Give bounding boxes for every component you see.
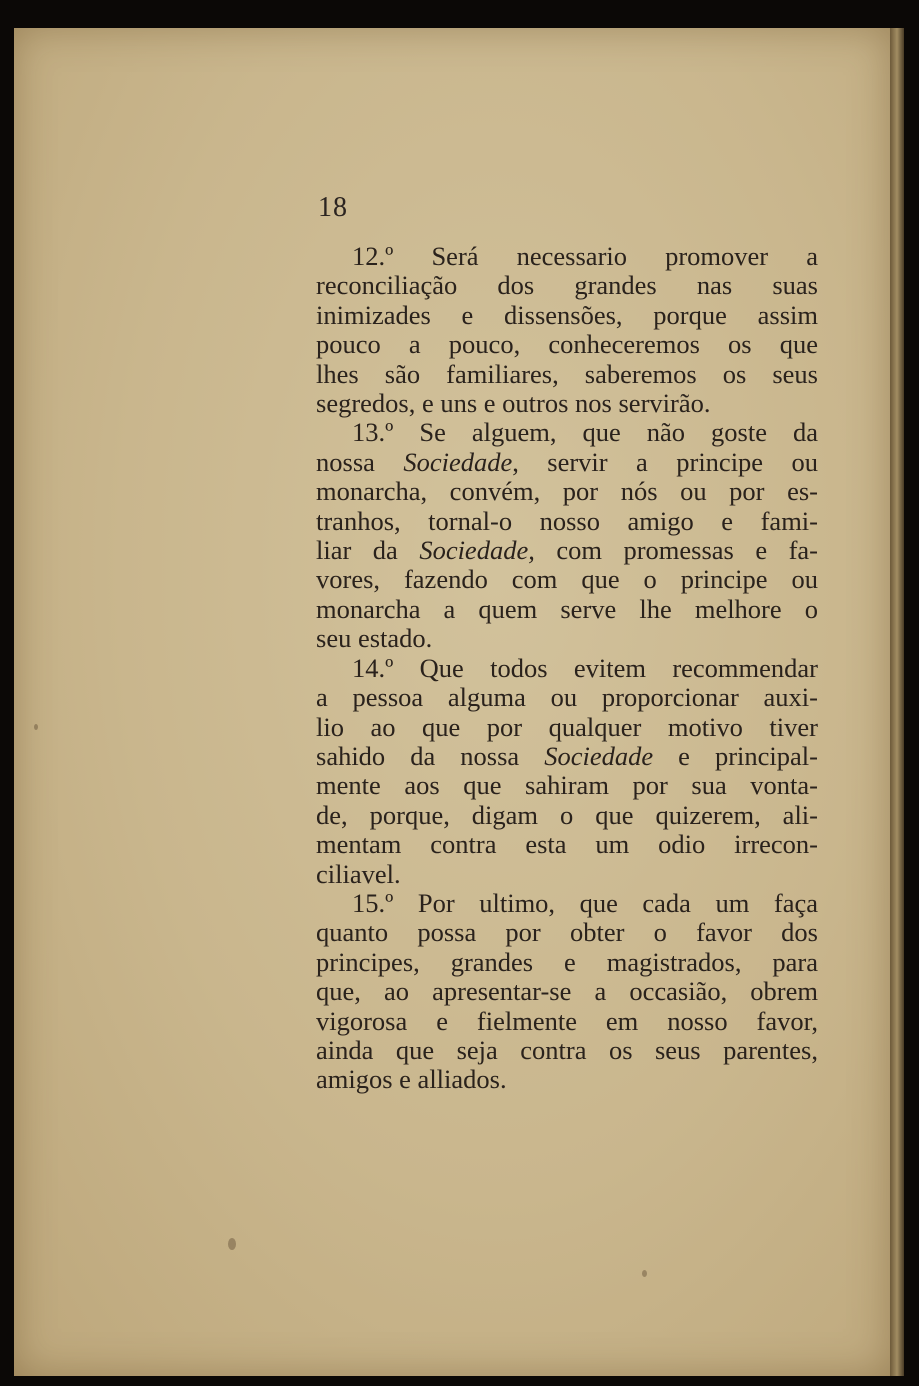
text-line: mentam contra esta um odio irrecon- — [316, 829, 818, 860]
text-line: seu estado. — [316, 623, 433, 654]
paragraph — [316, 889, 818, 1095]
paragraph — [316, 418, 818, 653]
text-line: ciliavel. — [316, 858, 401, 889]
text-line: 13.º Se alguem, que não goste da — [352, 417, 818, 448]
text-line: vigorosa e fielmente em nosso favor, — [316, 1005, 818, 1036]
paper-stain — [228, 1238, 236, 1250]
italic-term: Sociedade — [544, 740, 654, 771]
italic-term: Sociedade, — [419, 535, 535, 566]
book-spine-edge — [890, 28, 904, 1376]
text-line: 14.º Que todos evitem recommendar — [352, 652, 818, 683]
text-line: 12.º Será necessario promover a — [352, 241, 818, 271]
body-text — [316, 242, 818, 1095]
text-line: de, porque, digam o que quizerem, ali- — [316, 799, 818, 830]
text-line: a pessoa alguma ou proporcionar auxi- — [316, 682, 818, 713]
text-line: monarcha a quem serve lhe melhore o — [316, 593, 818, 624]
text-line: reconciliação dos grandes nas suas — [316, 270, 818, 301]
paragraph — [316, 654, 818, 889]
text-line: vores, fazendo com que o principe ou — [316, 564, 818, 595]
text-line: 15.º Por ultimo, que cada um faça — [352, 887, 818, 918]
page-number: 18 — [318, 192, 348, 223]
text-line: tranhos, tornal-o nosso amigo e fami- — [316, 505, 818, 536]
text-line: amigos e alliados. — [316, 1064, 507, 1095]
text-line: nossa Sociedade, servir a principe ou — [316, 446, 818, 477]
text-line: liar da Sociedade, com promessas e fa- — [316, 535, 818, 566]
paper-stain — [642, 1270, 647, 1277]
text-line: inimizades e dissensões, porque assim — [316, 299, 818, 330]
text-line: segredos, e uns e outros nos servirão. — [316, 388, 711, 419]
text-line: sahido da nossa Sociedade e principal- — [316, 740, 818, 771]
text-line: pouco a pouco, conheceremos os que — [316, 329, 818, 360]
text-line: lhes são familiares, saberemos os seus — [316, 358, 818, 389]
paragraph — [316, 242, 818, 418]
text-line: lio ao que por qualquer motivo tiver — [316, 711, 818, 742]
paper-stain — [34, 724, 38, 730]
text-line: monarcha, convém, por nós ou por es- — [316, 476, 818, 507]
text-line: que, ao apresentar-se a occasião, obrem — [316, 976, 818, 1007]
text-line: quanto possa por obter o favor dos — [316, 917, 818, 948]
italic-term: Sociedade — [403, 446, 513, 477]
text-line: ainda que seja contra os seus parentes, — [316, 1034, 818, 1065]
text-line: principes, grandes e magistrados, para — [316, 946, 818, 977]
text-line: mente aos que sahiram por sua vonta- — [316, 770, 818, 801]
